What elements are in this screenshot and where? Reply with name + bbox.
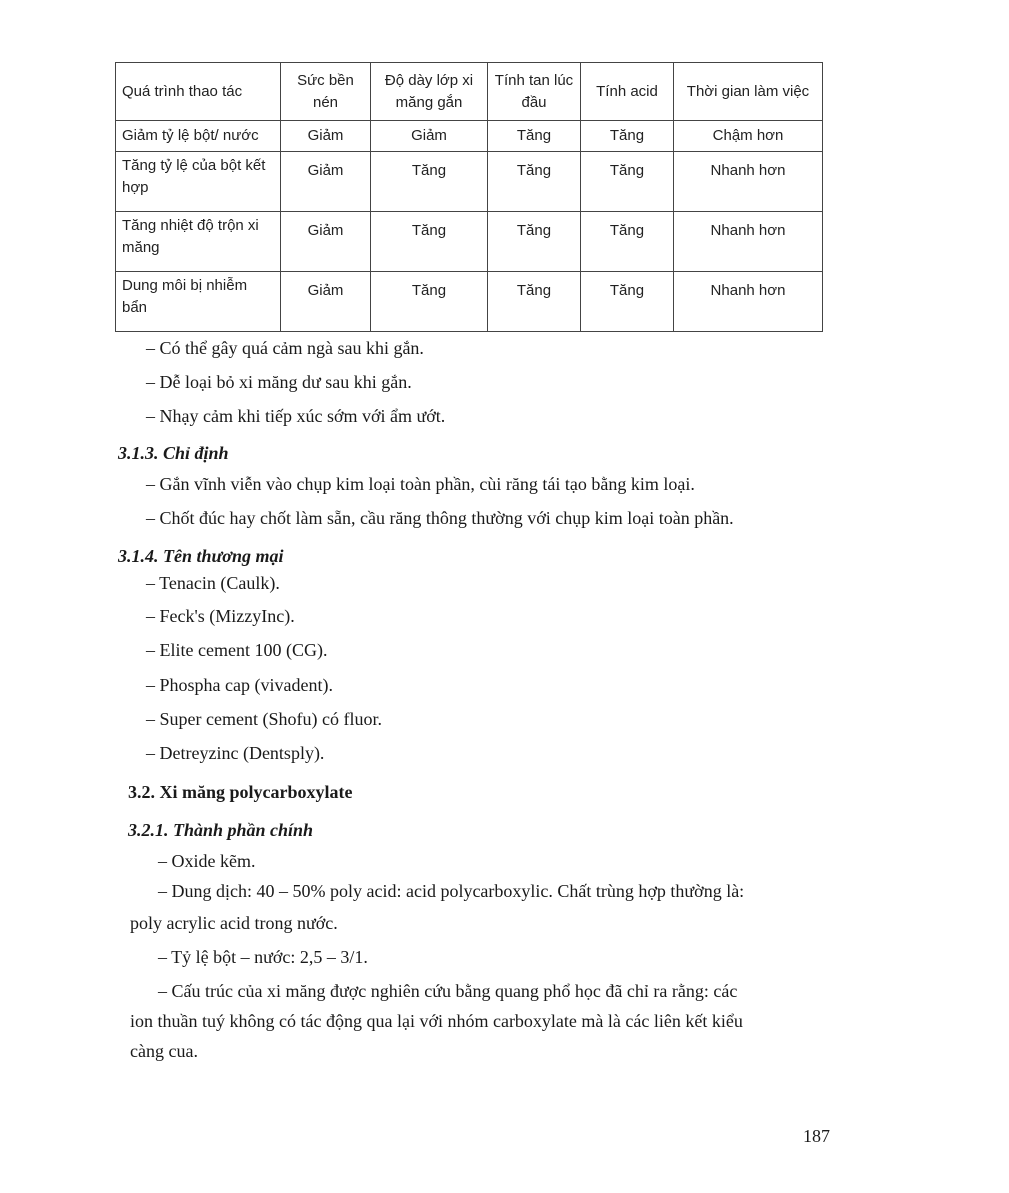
table-cell: Tăng — [371, 212, 488, 272]
table-row — [116, 212, 823, 272]
table-header-cell: Tính acid — [581, 63, 674, 121]
list-item: – Dễ loại bỏ xi măng dư sau khi gắn. — [146, 372, 412, 392]
table-cell: Tăng — [371, 272, 488, 332]
section-heading: 3.1.3. Chỉ định — [118, 443, 229, 463]
table-cell: Tăng tỷ lệ của bột kết hợp — [116, 152, 281, 212]
paragraph-line: – Cấu trúc của xi măng được nghiên cứu bằng quang phổ học đã chỉ ra rằng: các — [158, 981, 738, 1001]
table-cell: Tăng — [488, 212, 581, 272]
list-item: – Phospha cap (vivadent). — [146, 675, 333, 695]
table-header-cell: Quá trình thao tác — [116, 63, 281, 121]
table-header-cell: Tính tan lúc đầu — [488, 63, 581, 121]
section-heading: 3.2.1. Thành phần chính — [128, 820, 314, 840]
table-cell: Tăng — [581, 212, 674, 272]
paragraph-line: poly acrylic acid trong nước. — [130, 913, 338, 933]
paragraph-line: ion thuần tuý không có tác động qua lại với nhóm carboxylate mà là các liên kết kiểu — [130, 1011, 743, 1031]
table-cell: Nhanh hơn — [674, 152, 823, 212]
table-cell: Giảm — [281, 152, 371, 212]
table-header-cell: Sức bền nén — [281, 63, 371, 121]
table-cell: Tăng — [581, 272, 674, 332]
table-header-cell: Độ dày lớp xi măng gắn — [371, 63, 488, 121]
list-item: – Oxide kẽm. — [158, 851, 256, 871]
page-number: 187 — [803, 1126, 830, 1146]
table-cell: Giảm — [281, 272, 371, 332]
list-item: – Feck's (MizzyInc). — [146, 606, 295, 626]
list-item: – Nhạy cảm khi tiếp xúc sớm với ẩm ướt. — [146, 406, 446, 426]
table-cell: Giảm tỷ lệ bột/ nước — [116, 121, 281, 152]
list-item: – Elite cement 100 (CG). — [146, 640, 328, 660]
table-cell: Nhanh hơn — [674, 272, 823, 332]
table-row — [116, 152, 823, 212]
table-cell: Nhanh hơn — [674, 212, 823, 272]
table-row — [116, 121, 823, 152]
table-header-cell: Thời gian làm việc — [674, 63, 823, 121]
section-title: 3.2. Xi măng polycarboxylate — [128, 782, 353, 802]
table-cell: Dung môi bị nhiễm bẩn — [116, 272, 281, 332]
table-cell: Tăng — [371, 152, 488, 212]
table-cell: Giảm — [371, 121, 488, 152]
list-item: – Tỷ lệ bột – nước: 2,5 – 3/1. — [158, 947, 368, 967]
table-cell: Tăng — [488, 152, 581, 212]
table-cell: Giảm — [281, 212, 371, 272]
paragraph-line: càng cua. — [130, 1041, 198, 1061]
table-cell: Chậm hơn — [674, 121, 823, 152]
table-cell: Tăng — [488, 272, 581, 332]
table-header-row — [116, 63, 823, 121]
table-cell: Tăng — [488, 121, 581, 152]
paragraph-line: – Dung dịch: 40 – 50% poly acid: acid polycarboxylic. Chất trùng hợp thường là: — [158, 881, 745, 901]
table-cell: Tăng — [581, 121, 674, 152]
list-item: – Gắn vĩnh viễn vào chụp kim loại toàn phần, cùi răng tái tạo bằng kim loại. — [146, 474, 695, 494]
section-heading: 3.1.4. Tên thương mại — [118, 546, 284, 566]
table-cell: Tăng — [581, 152, 674, 212]
table-cell: Giảm — [281, 121, 371, 152]
list-item: – Chốt đúc hay chốt làm sẵn, cầu răng thông thường với chụp kim loại toàn phần. — [146, 508, 734, 528]
list-item: – Tenacin (Caulk). — [146, 573, 280, 593]
list-item: – Detreyzinc (Dentsply). — [146, 743, 325, 763]
comparison-table — [115, 62, 823, 332]
list-item: – Super cement (Shofu) có fluor. — [146, 709, 382, 729]
table-cell: Tăng nhiệt độ trộn xi măng — [116, 212, 281, 272]
list-item: – Có thể gây quá cảm ngà sau khi gắn. — [146, 338, 424, 358]
table-row — [116, 272, 823, 332]
